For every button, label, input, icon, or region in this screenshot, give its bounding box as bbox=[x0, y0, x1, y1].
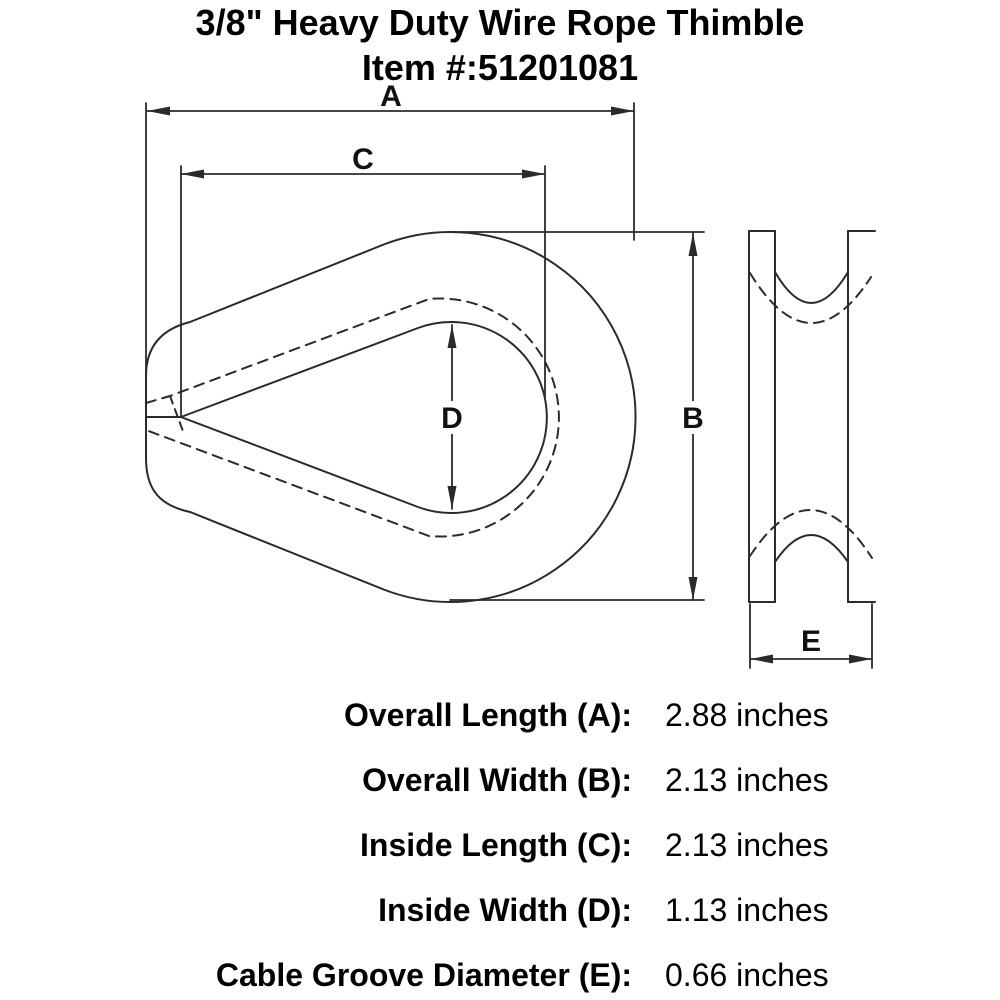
dim-a-extension-lines bbox=[146, 103, 634, 377]
dim-b bbox=[450, 232, 704, 600]
dim-a-label: A bbox=[380, 80, 402, 113]
side-top-groove-arc bbox=[775, 272, 848, 303]
dim-a bbox=[146, 103, 634, 377]
outer-outline bbox=[146, 232, 636, 602]
arrow-b-top bbox=[689, 233, 698, 256]
arrow-c-right bbox=[522, 170, 545, 179]
spec-label: Inside Length (C): bbox=[360, 827, 632, 863]
spec-table bbox=[0, 683, 1000, 1000]
spec-label: Overall Length (A): bbox=[343, 697, 632, 733]
dim-b-label: B bbox=[682, 402, 704, 435]
thimble-front-view bbox=[146, 232, 636, 602]
side-bottom-cable-dashed bbox=[750, 510, 872, 558]
spec-label: Overall Width (B): bbox=[362, 762, 632, 798]
spec-value: 2.13 inches bbox=[665, 762, 829, 798]
arrow-d-bottom bbox=[448, 486, 457, 509]
dimension-arrowheads bbox=[147, 107, 872, 664]
spec-row-cable-groove-diameter bbox=[0, 943, 1000, 1000]
arrow-a-right bbox=[611, 107, 634, 116]
arrow-c-left bbox=[181, 170, 204, 179]
arrow-b-bottom bbox=[689, 577, 698, 600]
spec-value: 2.13 inches bbox=[665, 827, 829, 863]
spec-row-overall-length bbox=[0, 683, 1000, 748]
arrow-e-left bbox=[750, 655, 773, 664]
spec-row-inside-length bbox=[0, 813, 1000, 878]
spec-label: Inside Width (D): bbox=[378, 892, 632, 928]
item-number: Item #:51201081 bbox=[361, 47, 639, 88]
spec-row-overall-width bbox=[0, 748, 1000, 813]
side-bottom-groove-arc bbox=[775, 535, 848, 562]
spec-value: 1.13 inches bbox=[665, 892, 829, 928]
arrow-e-right bbox=[849, 655, 872, 664]
dim-c-extension-lines bbox=[181, 166, 545, 417]
thimble-side-view bbox=[749, 231, 875, 602]
inner-outline bbox=[181, 322, 547, 513]
dim-c-label: C bbox=[352, 143, 374, 176]
arrow-a-left bbox=[147, 107, 170, 116]
spec-row-inside-width bbox=[0, 878, 1000, 943]
spec-label: Cable Groove Diameter (E): bbox=[215, 957, 632, 993]
dim-c bbox=[181, 166, 545, 417]
side-top-cable-dashed bbox=[750, 273, 871, 323]
arrow-d-top bbox=[448, 325, 457, 348]
dim-d-label: D bbox=[441, 402, 463, 435]
dim-e-label: E bbox=[800, 625, 822, 658]
spec-value: 2.88 inches bbox=[665, 697, 829, 733]
spec-value: 0.66 inches bbox=[665, 957, 829, 993]
dim-b-extension-lines bbox=[450, 232, 704, 600]
page-title: 3/8" Heavy Duty Wire Rope Thimble bbox=[195, 2, 805, 43]
